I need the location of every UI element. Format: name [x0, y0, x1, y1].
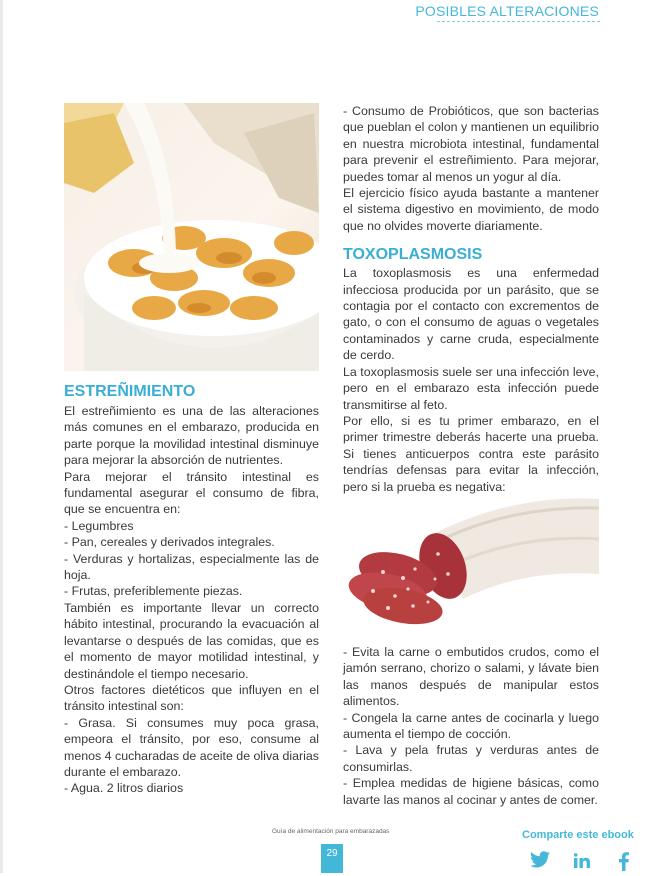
header-divider: [437, 21, 600, 22]
paragraph: La toxoplasmosis suele ser una infección leve, pero en el embarazo esta infección puede transmitirse al feto.: [343, 364, 599, 412]
toxoplasmosis-title: TOXOPLASMOSIS: [343, 246, 483, 264]
footer-guide-title: Guía de alimentación para embarazadas: [272, 828, 390, 835]
left-column: [64, 403, 319, 797]
section-header: POSIBLES ALTERACIONES: [415, 3, 599, 19]
paragraph: La toxoplasmosis es una enfermedad infecciosa producida por un parásito, que se contagia por el contacto con excrementos de gato, o con el consumo de aguas o vegetales contaminados y carne cruda, especialmente de cerdo.: [343, 266, 599, 363]
constipation-title: ESTREÑIMIENTO: [64, 383, 196, 400]
share-label: Comparte este ebook: [522, 829, 634, 841]
paragraph: El estreñimiento es una de las alteraciones más comunes en el embarazo, producida en parte porque la movilidad intestinal disminuye para mejorar la absorción de nutrientes.: [64, 404, 319, 468]
linkedin-icon[interactable]: [574, 853, 590, 873]
twitter-icon[interactable]: [530, 851, 550, 871]
list-item: - Grasa. Si consumes muy poca grasa, empeora el tránsito, por eso, consume al menos 4 cucharadas de aceite de oliva diarias durante el embarazo.: [64, 715, 319, 779]
paragraph: - Consumo de Probióticos, que son bacterias que pueblan el colon y mantienen un equilibrio en nuestra microbiota intestinal, fundamental para prevenir el estreñimiento. Para mejorar, puedes tomar al menos un yogur al día.: [343, 104, 599, 184]
salami-photo: [343, 494, 599, 628]
list-item: - Verduras y hortalizas, especialmente las de hoja.: [64, 551, 319, 583]
right-column: [343, 103, 599, 808]
paragraph: El ejercicio físico ayuda bastante a mantener el sistema digestivo en movimiento, de modo que no olvides moverte diariamente.: [343, 186, 599, 233]
paragraph: También es importante llevar un correcto hábito intestinal, procurando la evacuación al levantarse o después de las comidas, que es el momento de mayor motilidad intestinal, y destinándole el tiempo necesario.: [64, 600, 319, 681]
cereal-photo: [64, 103, 319, 371]
list-item: - Evita la carne o embutidos crudos, como el jamón serrano, chorizo o salami, y lávate bien las manos después de manipular estos alimentos.: [343, 644, 599, 709]
salami-illustration: [343, 494, 599, 628]
facebook-icon[interactable]: [619, 852, 629, 872]
cereal-illustration: [64, 103, 319, 371]
list-item: - Emplea medidas de higiene básicas, como lavarte las manos al cocinar y antes de comer.: [343, 776, 599, 807]
page-edge: [0, 0, 3, 873]
list-item: - Agua. 2 litros diarios: [64, 781, 184, 796]
list-item: - Congela la carne antes de cocinarla y luego aumenta el tiempo de cocción.: [343, 710, 599, 741]
list-item: - Lava y pela frutas y verduras antes de consumirlas.: [343, 743, 599, 774]
list-item: - Pan, cereales y derivados integrales.: [64, 535, 275, 550]
paragraph: Otros factores dietéticos que influyen en el tránsito intestinal son:: [64, 682, 319, 714]
list-item: - Frutas, preferiblemente piezas.: [64, 584, 243, 599]
list-item: - Legumbres: [64, 518, 134, 533]
page-number: 29: [321, 844, 343, 873]
paragraph: Por ello, si es tu primer embarazo, en el primer trimestre deberás hacerte una prueba. Si tienes anticuerpos contra este parásito tendrías defensas para evitar la infección, pero si la prueba es negativa:: [343, 413, 599, 494]
paragraph: Para mejorar el tránsito intestinal es fundamental asegurar el consumo de fibra, que se encuentra en:: [64, 469, 319, 517]
